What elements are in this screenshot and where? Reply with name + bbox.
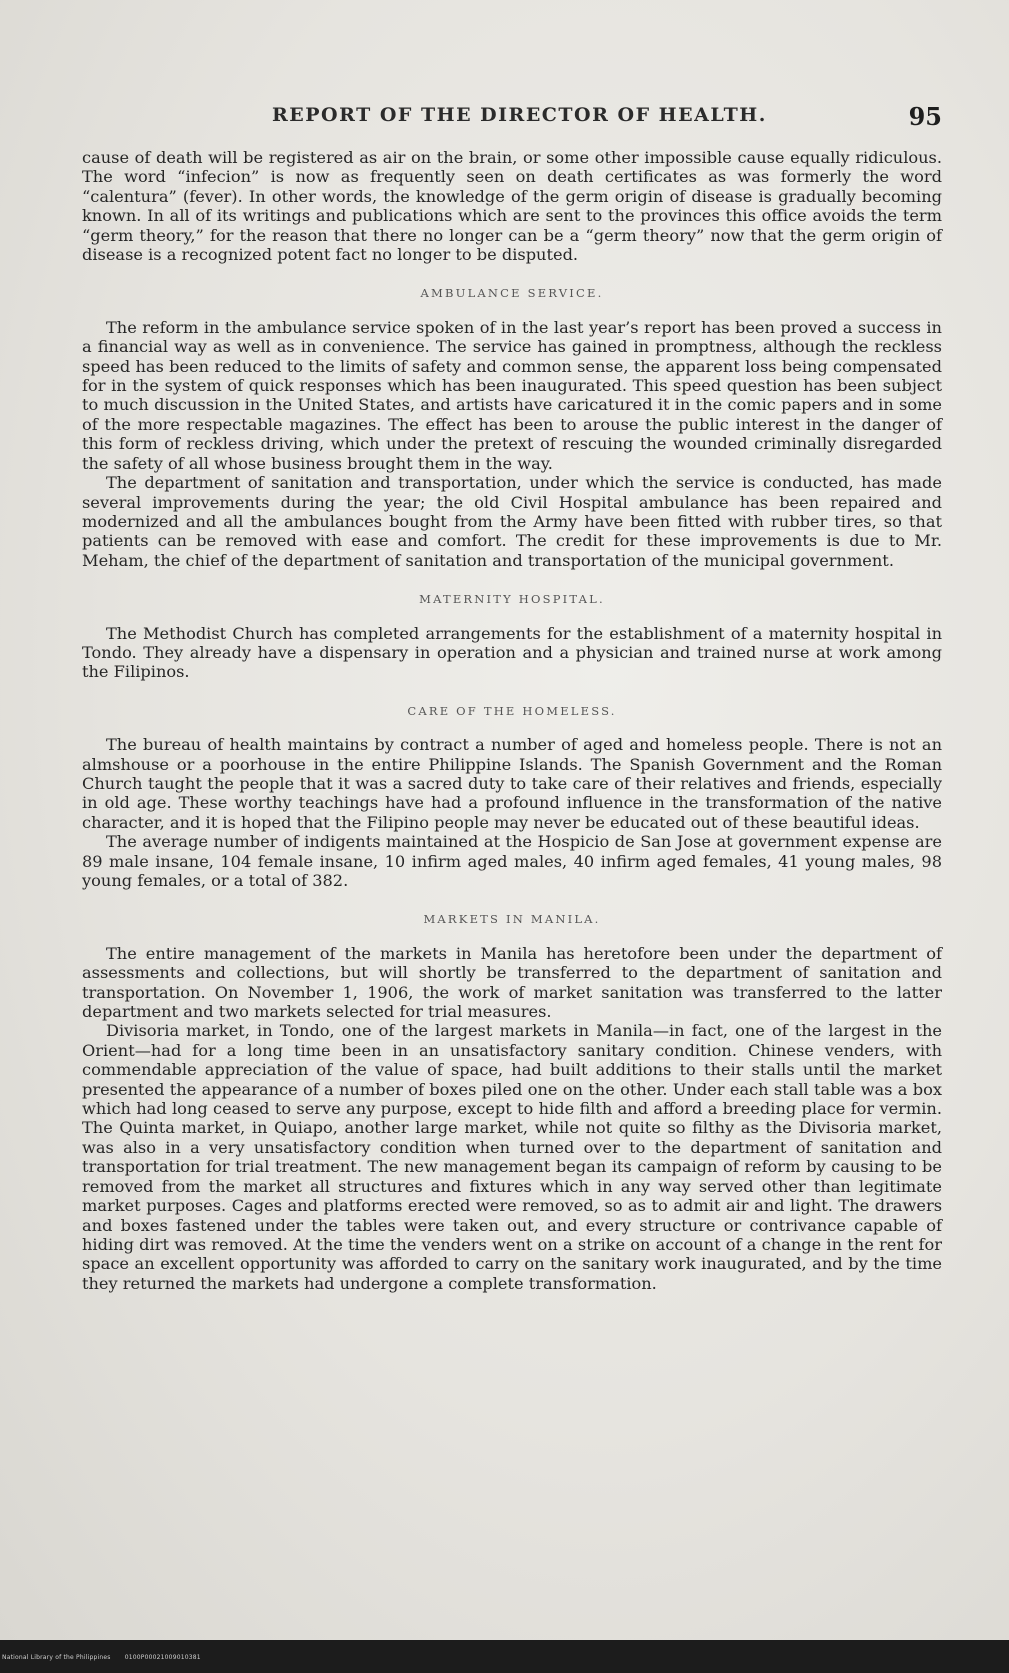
page-number: 95	[908, 102, 942, 131]
paragraph-continuation: cause of death will be registered as air on the brain, or some other impossible cause equally ridiculous. The word “infecion” is now as frequently seen on death certificates as was formerly the word “calentura” (fever). In other words, the knowledge of the germ origin of disease is gradually becoming known. In all of its writings and publications which are sent to the provinces this office avoids the term “germ theory,” for the reason that there no longer can be a “germ theory” now that the germ origin of disease is a recognized potent fact no longer to be disputed.	[82, 148, 942, 265]
section-heading-markets: MARKETS IN MANILA.	[423, 912, 601, 927]
paragraph-homeless-bureau: The bureau of health maintains by contract a number of aged and homeless people. There is not an almshouse or a poorhouse in the entire Philippine Islands. The Spanish Government and the Roman Church taught the people that it was a sacred duty to take care of their relatives and friends, especially in old age. These worthy teachings have had a profound influence in the transformation of the native character, and it is hoped that the Filipino people may never be educated out of these beautiful ideas.	[82, 735, 942, 832]
section-heading-homeless: CARE OF THE HOMELESS.	[407, 703, 617, 718]
page-header	[82, 94, 942, 134]
paragraph-maternity: The Methodist Church has completed arrangements for the establishment of a maternity hospital in Tondo. They already have a dispensary in operation and a physician and trained nurse at work among the Filipinos.	[82, 623, 942, 682]
paragraph-ambulance-reform: The reform in the ambulance service spoken of in the last year’s report has been proved a success in a financial way as well as in convenience. The service has gained in promptness, although the reckless speed has been reduced to the limits of safety and common sense, the apparent loss being compensated for in the system of quick responses which has been inaugurated. This speed question has been subject to much discussion in the United States, and artists have caricatured it in the comic papers and in some of the more respectable magazines. The effect has been to arouse the public interest in the danger of this form of reckless driving, which under the pretext of rescuing the wounded criminally disregarded the safety of all whose business brought them in the way.	[82, 317, 942, 473]
paragraph-ambulance-department: The department of sanitation and transportation, under which the service is conducted, has made several improvements during the year; the old Civil Hospital ambulance has been repaired and modernized and all the ambulances bought from the Army have been fitted with rubber tires, so that patients can be removed with ease and comfort. The credit for these improvements is due to Mr. Meham, the chief of the department of sanitation and transportation of the municipal government.	[82, 473, 942, 570]
footer-code: 0100P00021009010381	[124, 1654, 201, 1661]
section-heading-ambulance: AMBULANCE SERVICE.	[420, 286, 604, 301]
scan-footer	[2, 1654, 213, 1661]
running-head: REPORT OF THE DIRECTOR OF HEALTH.	[272, 104, 767, 126]
paragraph-homeless-indigents: The average number of indigents maintained at the Hospicio de San Jose at government expense are 89 male insane, 104 female insane, 10 infirm aged males, 40 infirm aged females, 41 young males, 98 young females, or a total of 382.	[82, 832, 942, 890]
footer-library: National Library of the Philippines	[2, 1654, 111, 1661]
paragraph-markets-management: The entire management of the markets in Manila has heretofore been under the department of assessments and collections, but will shortly be transferred to the department of sanitation and transportation. On November 1, 1906, the work of market sanitation was transferred to the latter department and two markets selected for trial measures.	[82, 943, 942, 1022]
section-heading-maternity: MATERNITY HOSPITAL.	[419, 592, 605, 607]
paragraph-markets-divisoria: Divisoria market, in Tondo, one of the largest markets in Manila—in fact, one of the largest in the Orient—had for a long time been in an unsatisfactory sanitary condition. Chinese venders, with commendable appreciation of the value of space, had built additions to their stalls until the market presented the appearance of a number of boxes piled one on the other. Under each stall table was a box which had long ceased to serve any purpose, except to hide filth and afford a breeding place for vermin. The Quinta market, in Quiapo, another large market, while not quite so filthy as the Divisoria market, was also in a very unsatisfactory condition when turned over to the department of sanitation and transportation for trial treatment. The new management began its campaign of reform by causing to be removed from the market all structures and fixtures which in any way served other than legitimate market purposes. Cages and platforms erected were removed, so as to admit air and light. The drawers and boxes fastened under the tables were taken out, and every structure or contrivance capable of hiding dirt was removed. At the time the venders went on a strike on account of a change in the rent for space an excellent opportunity was afforded to carry on the sanitary work inaugurated, and by the time they returned the markets had undergone a complete transformation.	[82, 1021, 942, 1293]
page-body	[82, 148, 942, 1293]
